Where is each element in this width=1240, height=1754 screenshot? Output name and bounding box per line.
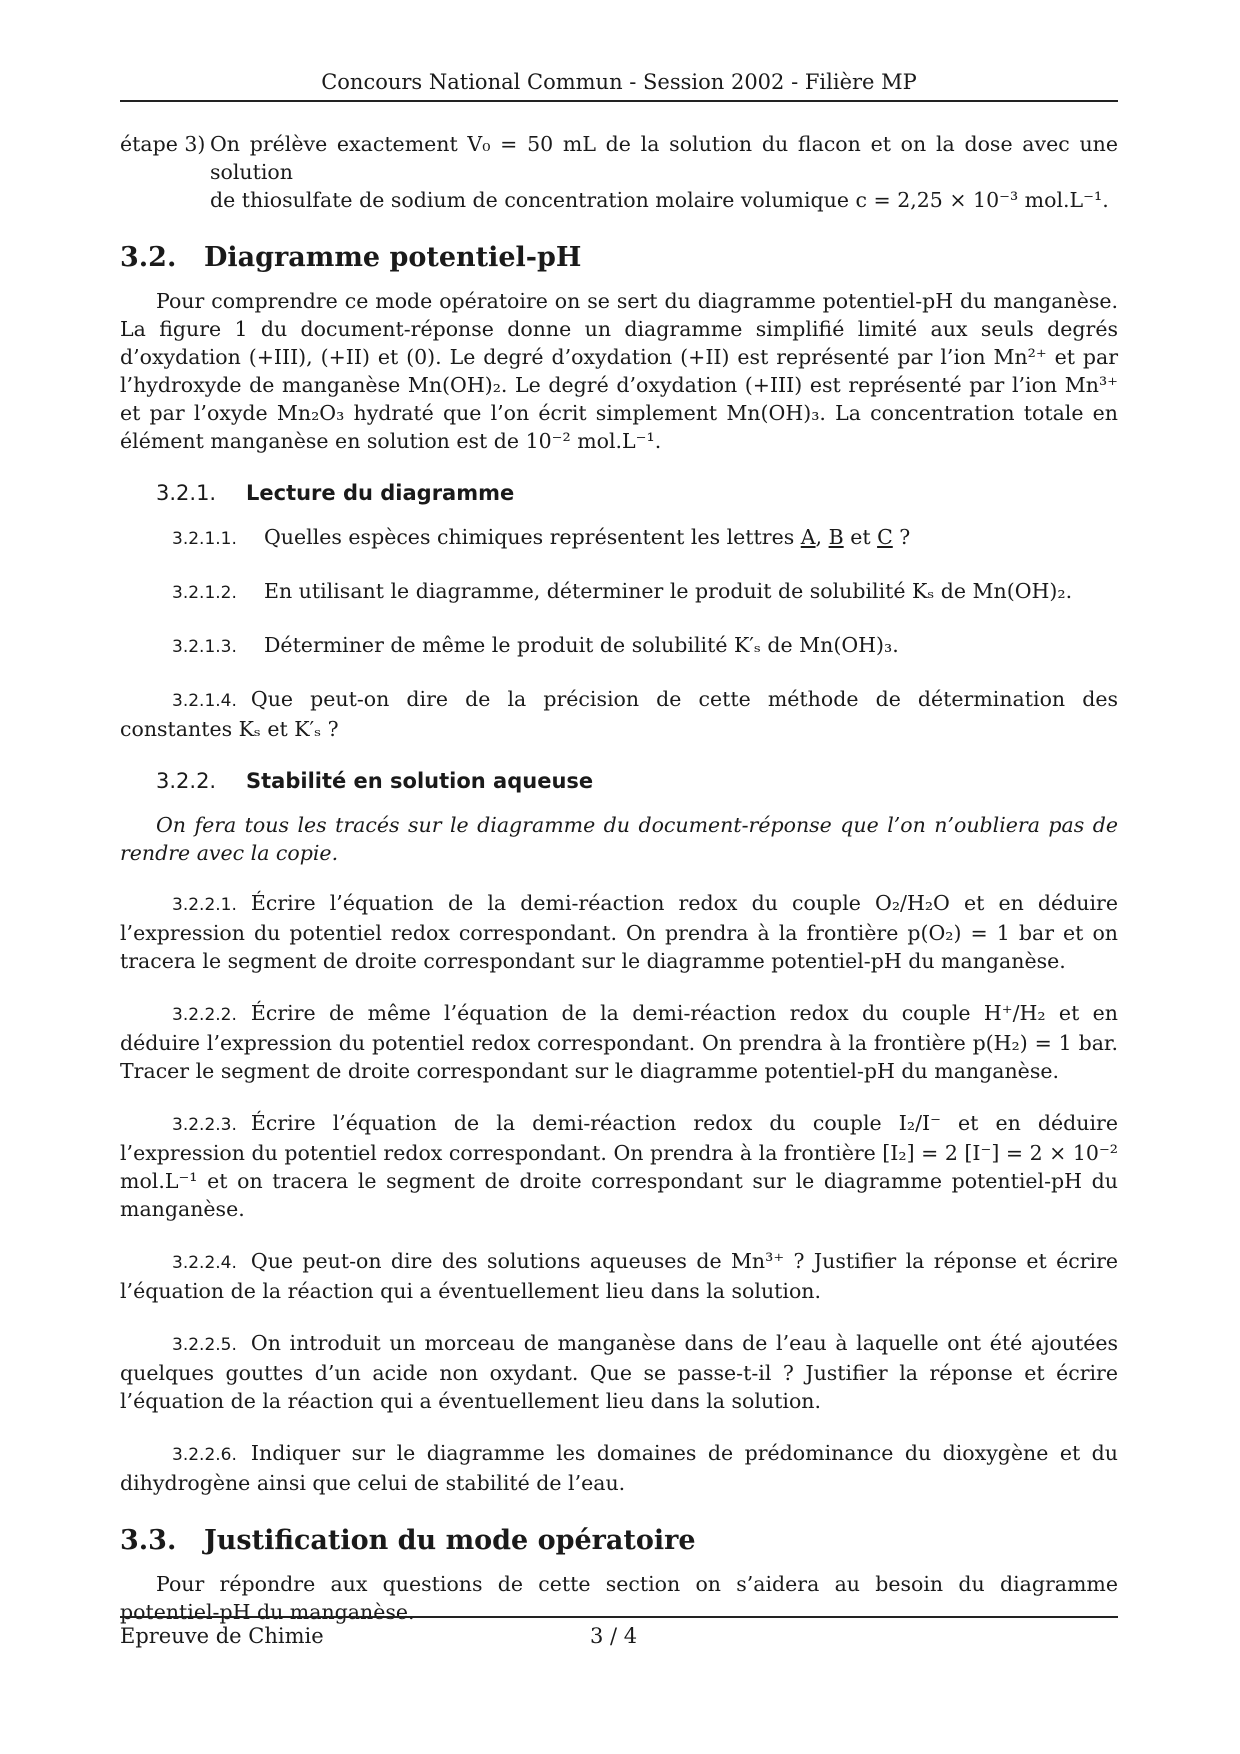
question-text: Que peut-on dire de la précision de cette méthode de détermination des constantes Kₛ et K′ₛ ?	[120, 687, 1118, 741]
question-number: 3.2.1.2.	[172, 583, 237, 603]
page-footer	[120, 1616, 1118, 1648]
question-3-2-2-1	[120, 889, 1118, 975]
question-text: On introduit un morceau de manganèse dans de l’eau à laquelle ont été ajoutées quelques gouttes d’un acide non oxydant. Que se passe-t-il ? Justifier la réponse et écrire l’équation de la réaction qui a éventuellement lieu dans la solution.	[120, 1331, 1118, 1413]
question-number: 3.2.2.5.	[172, 1335, 237, 1355]
question-text: Écrire l’équation de la demi-réaction redox du couple I₂/I⁻ et en déduire l’expression du potentiel redox correspondant. On prendra à la frontière [I₂] = 2 [I⁻] = 2 × 10⁻² mol.L⁻¹ et on tracera le segment de droite correspondant sur le diagramme potentiel-pH du manganèse.	[120, 1111, 1118, 1221]
footer-label: Epreuve de Chimie	[120, 1624, 324, 1648]
question-number: 3.2.2.2.	[172, 1005, 237, 1025]
question-text: En utilisant le diagramme, déterminer le produit de solubilité Kₛ de Mn(OH)₂.	[264, 579, 1073, 603]
question-3-2-2-5	[120, 1329, 1118, 1415]
question-number: 3.2.1.4.	[172, 691, 237, 711]
question-text: Que peut-on dire des solutions aqueuses de Mn³⁺ ? Justifier la réponse et écrire l’équation de la réaction qui a éventuellement lieu dans la solution.	[120, 1249, 1118, 1303]
question-3-2-2-2	[120, 999, 1118, 1085]
question-number: 3.2.1.1.	[172, 529, 237, 549]
question-3-2-1-4	[120, 685, 1118, 743]
step-line-1: On prélève exactement V₀ = 50 mL de la solution du flacon et on la dose avec une solution	[210, 132, 1118, 184]
letter-b: B	[828, 525, 844, 549]
letter-c: C	[877, 525, 893, 549]
section-title: Diagramme potentiel-pH	[204, 242, 582, 273]
intro-step	[120, 130, 1118, 214]
step-label: étape 3)	[120, 132, 206, 156]
question-text: Écrire l’équation de la demi-réaction redox du couple O₂/H₂O et en déduire l’expression du potentiel redox correspondant. On prendra à la frontière p(O₂) = 1 bar et on tracera le segment de droite correspondant sur le diagramme potentiel-pH du manganèse.	[120, 891, 1118, 973]
question-number: 3.2.2.4.	[172, 1253, 237, 1273]
paragraph: Pour répondre aux questions de cette section on s’aidera au besoin du diagramme potentiel-pH du manganèse.	[120, 1572, 1118, 1624]
question-text: Déterminer de même le produit de solubilité K′ₛ de Mn(OH)₃.	[264, 633, 899, 657]
section-title: Justification du mode opératoire	[204, 1525, 696, 1556]
subsection-number: 3.2.1.	[156, 481, 217, 505]
question-3-2-1-2	[120, 577, 1118, 607]
step-line-2: de thiosulfate de sodium de concentration molaire volumique c = 2,25 × 10⁻³ mol.L⁻¹.	[210, 188, 1109, 212]
subsection-heading-3-2-2	[156, 769, 1118, 793]
question-text: Écrire de même l’équation de la demi-réaction redox du couple H⁺/H₂ et en déduire l’expression du potentiel redox correspondant. On prendra à la frontière p(H₂) = 1 bar. Tracer le segment de droite correspondant sur le diagramme potentiel-pH du manganèse.	[120, 1001, 1118, 1083]
question-text: Indiquer sur le diagramme les domaines de prédominance du dioxygène et du dihydrogène ainsi que celui de stabilité de l’eau.	[120, 1441, 1118, 1495]
section-heading-3-3	[120, 1525, 1118, 1556]
subsection-number: 3.2.2.	[156, 769, 217, 793]
question-number: 3.2.1.3.	[172, 637, 237, 657]
subsection-heading-3-2-1	[156, 481, 1118, 505]
subsection-title: Lecture du diagramme	[246, 481, 515, 505]
page-header: Concours National Commun - Session 2002 - Filière MP	[120, 70, 1118, 102]
question-3-2-2-6	[120, 1439, 1118, 1497]
question-3-2-1-3	[120, 631, 1118, 661]
subsection-title: Stabilité en solution aqueuse	[246, 769, 594, 793]
question-end: ?	[892, 525, 911, 549]
question-3-2-2-3	[120, 1109, 1118, 1223]
paragraph: Pour comprendre ce mode opératoire on se sert du diagramme potentiel-pH du manganèse. La figure 1 du document-réponse donne un diagramme simplifié limité aux seuls degrés d’oxydation (+III), (+II) et (0). Le degré d’oxydation (+II) est représenté par l’ion Mn²⁺ et par l’hydroxyde de manganèse Mn(OH)₂. Le degré d’oxydation (+III) est représenté par l’ion Mn³⁺ et par l’oxyde Mn₂O₃ hydraté que l’on écrit simplement Mn(OH)₃. La concentration totale en élément manganèse en solution est de 10⁻² mol.L⁻¹.	[120, 289, 1118, 453]
separator: ,	[815, 525, 829, 549]
main-content	[120, 130, 1118, 1626]
section-number: 3.3.	[120, 1525, 177, 1556]
question-number: 3.2.2.1.	[172, 895, 237, 915]
section-number: 3.2.	[120, 242, 177, 273]
question-3-2-1-1	[120, 523, 1118, 553]
question-number: 3.2.2.3.	[172, 1115, 237, 1135]
page-number: 3 / 4	[590, 1624, 638, 1648]
question-number: 3.2.2.6.	[172, 1445, 237, 1465]
letter-a: A	[800, 525, 816, 549]
separator: et	[843, 525, 878, 549]
instruction-note: On fera tous les tracés sur le diagramme du document-réponse que l’on n’oubliera pas de rendre avec la copie.	[120, 813, 1118, 865]
section-heading-3-2	[120, 242, 1118, 273]
question-3-2-2-4	[120, 1247, 1118, 1305]
question-text: Quelles espèces chimiques représentent les lettres	[264, 525, 801, 549]
